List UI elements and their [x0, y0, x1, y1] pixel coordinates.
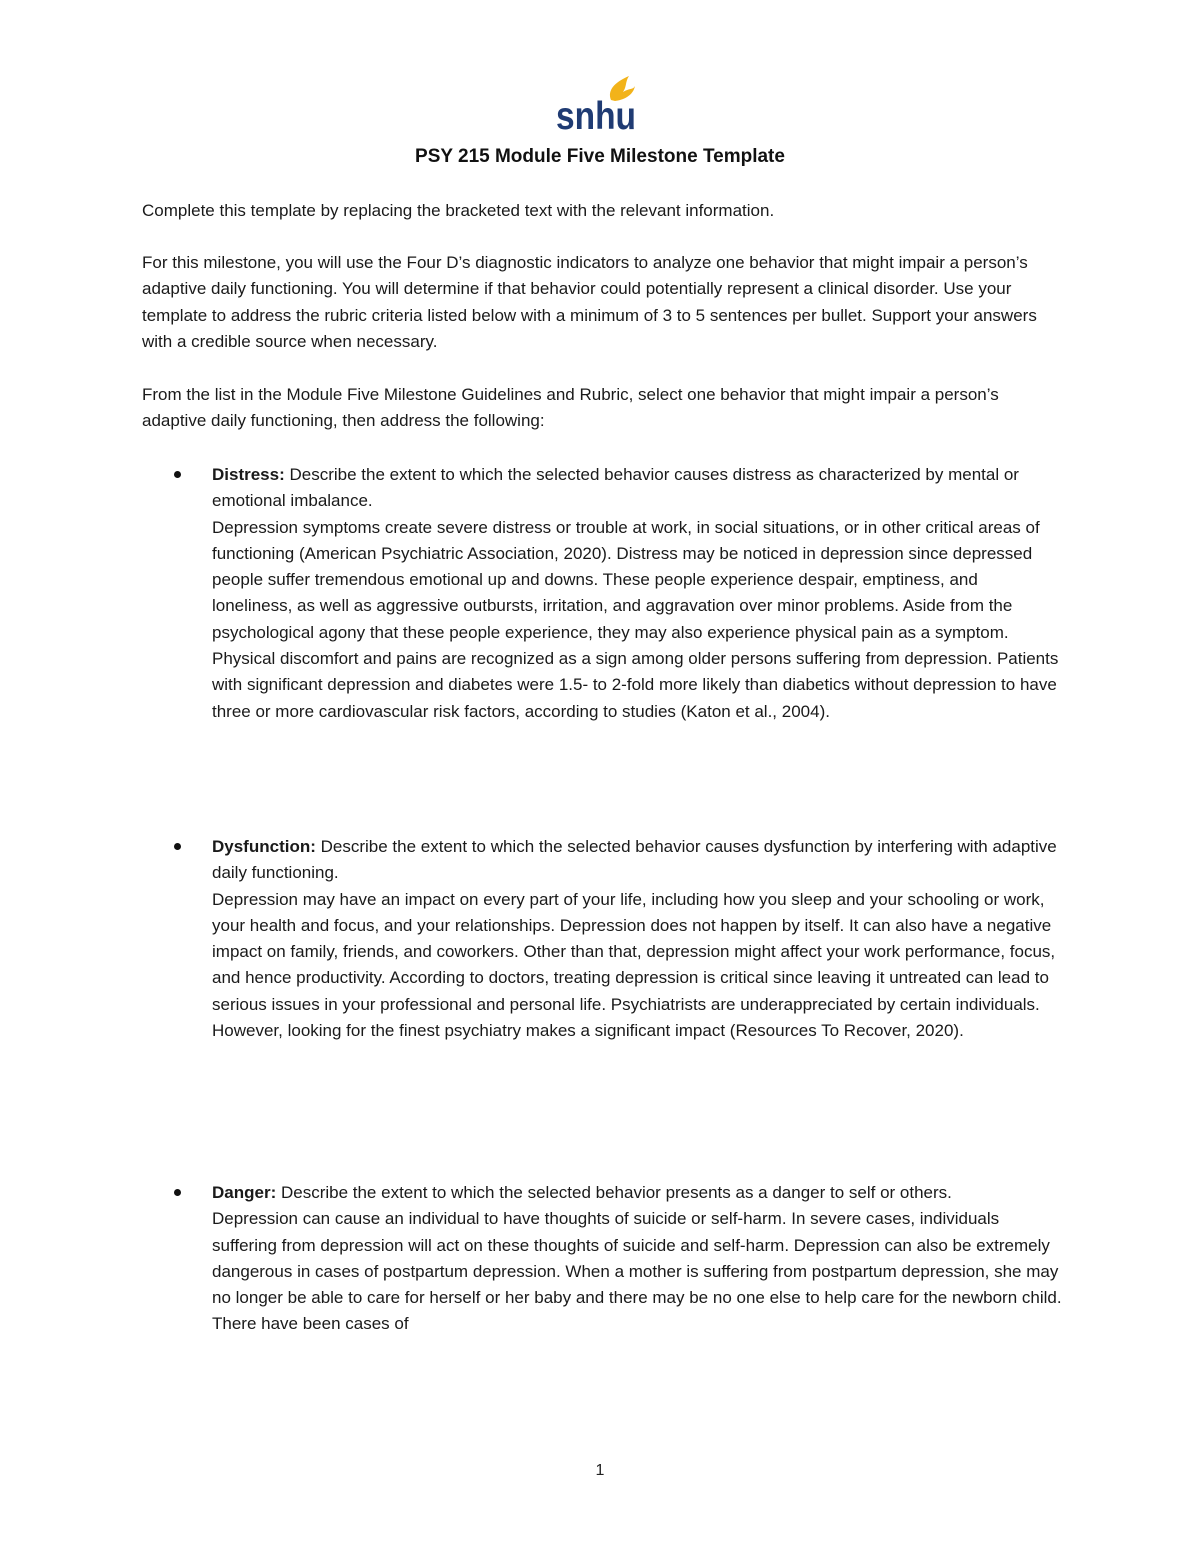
bullet-danger-term: Danger: — [212, 1183, 277, 1202]
bullet-danger-prompt-text: Describe the extent to which the selected behavior presents as a danger to self or others. — [276, 1183, 952, 1202]
bullet-dysfunction-answer: Depression may have an impact on every part of your life, including how you sleep and your schooling or work, your health and focus, and your relationships. Depression does not happen by itself. It can also have a negative impact on family, friends, and coworkers. Other than that, depression might affect your work performance, focus, and hence productivity. According to doctors, treating depression is critical since leaving it untreated can lead to serious issues in your professional and personal life. Psychiatrists are underappreciated by certain individuals. However, looking for the finest psychiatry makes a significant impact (Resources To Recover, 2020). — [212, 889, 1056, 1041]
select-behavior-paragraph: From the list in the Module Five Milestone Guidelines and Rubric, select one behavior that might impair a person’s adaptive daily functioning, then address the following: — [142, 385, 999, 431]
snhu-logo-graphic — [555, 74, 639, 138]
bullet-dysfunction-prompt-text: Describe the extent to which the selected behavior causes dysfunction by interfering with adaptive daily functioning. — [212, 837, 1057, 883]
bullet-distress-prompt — [212, 462, 1062, 515]
bullet-dysfunction-term: Dysfunction: — [212, 837, 316, 856]
document-title: PSY 215 Module Five Milestone Template — [415, 146, 785, 167]
bullet-distress-prompt-text: Describe the extent to which the selected behavior causes distress as characterized by mental or emotional imbalance. — [212, 465, 1019, 511]
bullet-distress-answer: Depression symptoms create severe distress or trouble at work, in social situations, or in other critical areas of functioning (American Psychiatric Association, 2020). Distress may be noticed in depression since depressed people suffer tremendous emotional up and downs. These people experience despair, emptiness, and loneliness, as well as aggressive outbursts, irritation, and aggravation over minor problems. Aside from the psychological agony that these people experience, they may also experience physical pain as a symptom. Physical discomfort and pains are recognized as a sign among older persons suffering from depression. Patients with significant depression and diabetes were 1.5- to 2-fold more likely than diabetics without depression to have three or more cardiovascular risk factors, according to studies (Katon et al., 2004). — [212, 517, 1059, 721]
bullet-dysfunction-prompt — [212, 834, 1062, 887]
bullet-dot-icon — [174, 843, 181, 850]
intro-paragraph: Complete this template by replacing the bracketed text with the relevant information. — [142, 201, 775, 220]
snhu-logo — [555, 74, 639, 138]
bullet-danger-prompt — [212, 1180, 1062, 1206]
bullet-dot-icon — [174, 471, 181, 478]
bullet-distress-term: Distress: — [212, 465, 285, 484]
bullet-danger-answer: Depression can cause an individual to have thoughts of suicide or self-harm. In severe cases, individuals suffering from depression will act on these thoughts of suicide and self-harm. Depression can also be extremely dangerous in cases of postpartum depression. When a mother is suffering from postpartum depression, she may no longer be able to care for herself or her baby and there may be no one else to help care for the newborn child. There have been cases of — [212, 1209, 1062, 1334]
bullet-distress — [212, 462, 1062, 725]
milestone-paragraph: For this milestone, you will use the Four D’s diagnostic indicators to analyze one behavior that might impair a person’s adaptive daily functioning. You will determine if that behavior could potentially represent a clinical disorder. Use your template to address the rubric criteria listed below with a minimum of 3 to 5 sentences per bullet. Support your answers with a credible source when necessary. — [142, 253, 1037, 351]
bullet-danger — [212, 1180, 1062, 1338]
page-number: 1 — [595, 1462, 605, 1479]
bullet-dot-icon — [174, 1189, 181, 1196]
logo-wordmark: snhu — [556, 95, 636, 138]
bullet-dysfunction — [212, 834, 1062, 1044]
